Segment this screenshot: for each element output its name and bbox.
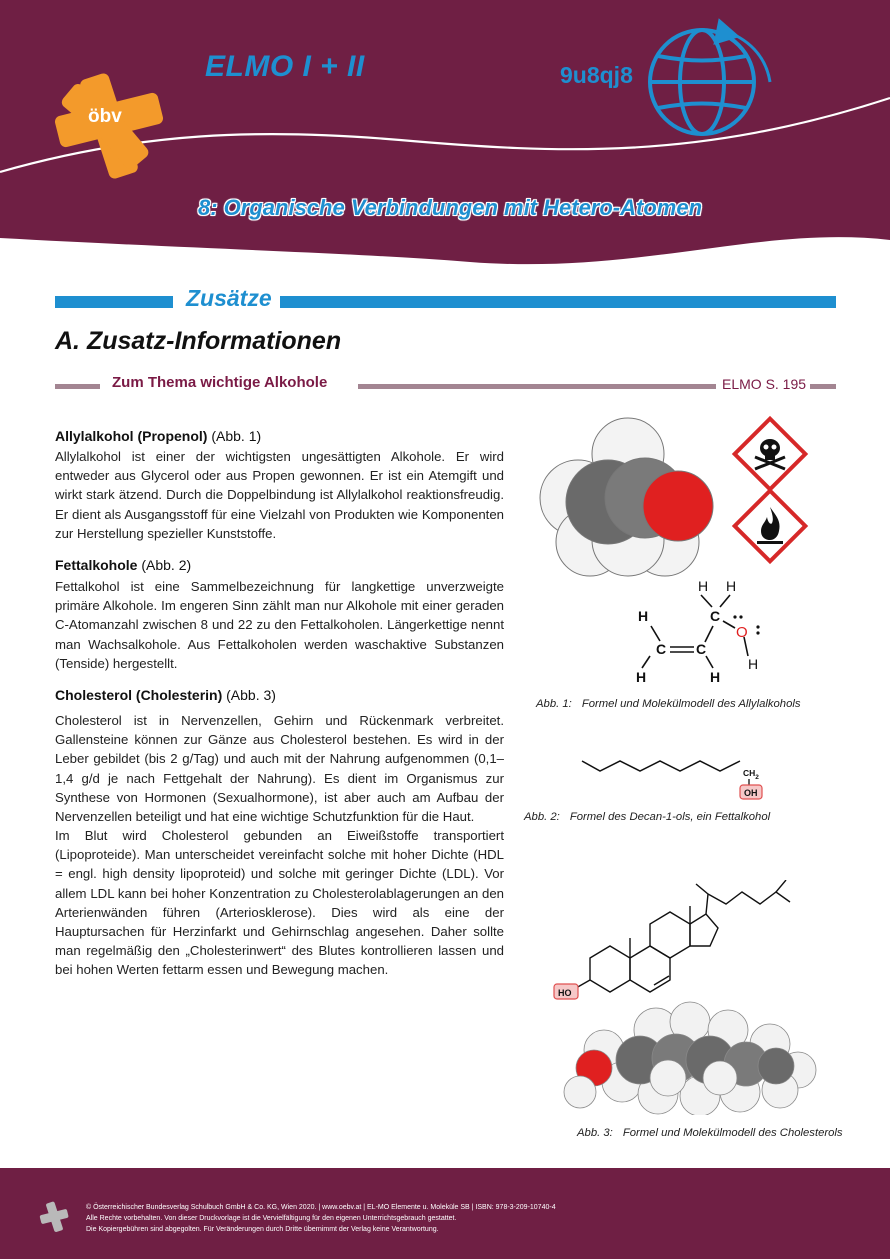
figure-number: Abb. 1: <box>536 698 572 710</box>
topic-bar-middle <box>358 384 716 389</box>
article-title: Cholesterol (Cholesterin) <box>55 687 223 703</box>
chapter-title: 8: Organische Verbindungen mit Hetero-Atomen <box>198 195 703 220</box>
oh-label: OH <box>744 788 758 798</box>
allyl-alcohol-molecule-model <box>520 410 730 580</box>
book-reference: ELMO S. 195 <box>722 376 807 392</box>
figure-number: Abb. 2: <box>524 811 560 823</box>
section-bar-right <box>276 296 836 308</box>
hazard-flammable-pictogram <box>731 487 809 565</box>
figure-caption <box>536 698 801 710</box>
section-bar-left <box>55 296 173 308</box>
figure-caption-text: Formel und Molekülmodell des Cholesterols <box>622 1127 843 1139</box>
article-ref: (Abb. 2) <box>141 557 192 573</box>
atom-label: H <box>748 656 759 672</box>
logo-text: öbv <box>88 106 122 127</box>
article-title: Fettalkohole <box>55 557 138 573</box>
article-heading <box>55 428 261 444</box>
series-title: ELMO I + II <box>205 50 365 83</box>
decanol-skeletal-formula <box>578 745 778 805</box>
atom-label: H <box>636 669 647 685</box>
section-title: A. Zusatz-Informationen <box>55 327 342 355</box>
ch2-label: $CH_2$ <box>743 768 759 781</box>
oebv-footer-logo <box>38 1200 70 1234</box>
atom-label: C <box>696 641 707 657</box>
topic-bar-left <box>55 384 100 389</box>
article-title: Allylalkohol (Propenol) <box>55 428 208 444</box>
atom-label: H <box>698 578 709 594</box>
atom-label: H <box>638 608 649 624</box>
figure-caption <box>577 1127 843 1139</box>
header-banner <box>0 0 890 275</box>
article-paragraph: Allylalkohol ist einer der wichtigsten ungesättigten Alkohole. Er wird entweder aus Glycerol oder aus Propen gewonnen. Er ist ein Atemgift und wirkt stark ätzend. Durch die Doppelbindung ist Allylalkohol reaktionsfreudig. Er dient als Ausgangsstoff für eine Vielzahl von Produkten wie Komponenten zur Herstellung spezieller Kunststoffe. <box>55 449 504 541</box>
article-ref: (Abb. 3) <box>226 687 276 703</box>
figure-caption <box>524 811 770 823</box>
cholesterol-skeletal-formula <box>550 880 820 1010</box>
atom-label: H <box>726 578 737 594</box>
footer-line: © Österreichischer Bundesverlag Schulbuch GmbH & Co. KG, Wien 2020. | www.oebv.at | EL-MO Elemente u. Moleküle SB | ISBN: 978-3-209-10740-4 <box>86 1204 556 1211</box>
topic-bar-right <box>810 384 836 389</box>
article-heading <box>55 687 276 703</box>
atom-label: C <box>710 608 721 624</box>
atom-label: C <box>656 641 667 657</box>
hazard-toxic-pictogram <box>731 415 809 493</box>
article-ref: (Abb. 1) <box>211 428 262 444</box>
article-paragraph: Cholesterol ist in Nervenzellen, Gehirn und Rückenmark verbreitet. Gallensteine können zur Gänze aus Cholesterol bestehen. Es wird in der Leber gebildet (bis 2 g/Tag) und auch mit der Nahrung aufgenommen (0,1–1,4 g/d je nach Fettgehalt der Nahrung). Es dient im Organismus zur Synthese von Hormonen (Sexualhormone), ist aber auch am Aufbau der Nervenzellen beteiligt und hat eine wichtige Schutzfunktion für die Haut. <box>55 713 504 825</box>
footer-line: Die Kopiergebühren sind abgegolten. Für Veränderungen durch Dritte übernimmt der Verlag keine Verantwortung. <box>86 1226 439 1233</box>
atom-label: H <box>710 669 721 685</box>
footer <box>0 1168 890 1259</box>
online-code: 9u8qj8 <box>560 62 633 88</box>
figure-number: Abb. 3: <box>577 1127 613 1139</box>
figure-caption-text: Formel des Decan-1-ols, ein Fettalkohol <box>569 811 771 823</box>
article-paragraph: Im Blut wird Cholesterol gebunden an Eiweißstoffe transportiert (Lipoproteide). Man unterscheidet vereinfacht solche mit hoher Dichte (HDL = engl. high density lipoproteid) und solche mit geringer Dichte (LDL). Vor allem LDL kann bei hoher Konzentration zu Cholesterolablagerungen an den Arterienwänden führen (Arteriosklerose). Dies wird als eine der Hauptursachen für Herzinfarkt und Gehirnschlag angesehen. Daher sollte man regelmäßig den „Cholesterinwert“ des Blutes kontrollieren lassen und bei hohen Werten fettarm essen und Bewegung machen. <box>55 828 504 978</box>
footer-line: Alle Rechte vorbehalten. Von dieser Druckvorlage ist die Vervielfältigung für den eigenen Unterrichtsgebrauch gestattet. <box>86 1215 457 1222</box>
article-heading <box>55 557 191 573</box>
section-label: Zusätze <box>178 285 280 312</box>
figure-caption-text: Formel und Molekülmodell des Allylalkohols <box>581 698 801 710</box>
ho-label: HO <box>558 988 572 998</box>
atom-label: O <box>736 624 748 641</box>
cholesterol-molecule-model <box>560 1000 820 1115</box>
allyl-alcohol-structural-formula <box>620 575 780 690</box>
article-paragraph: Fettalkohol ist eine Sammelbezeichnung für langkettige unverzweigte primäre Alkohole. Im engeren Sinn zählt man nur Alkohole mit einer geraden C-Atomanzahl zwischen 8 und 22 zu den Fettalkoholen. Längerkettige nennt man Wachsalkohole. Aus Fettalkoholen werden waschaktive Substanzen (Tenside) hergestellt. <box>55 579 504 671</box>
topic-title: Zum Thema wichtige Alkohole <box>112 374 328 391</box>
